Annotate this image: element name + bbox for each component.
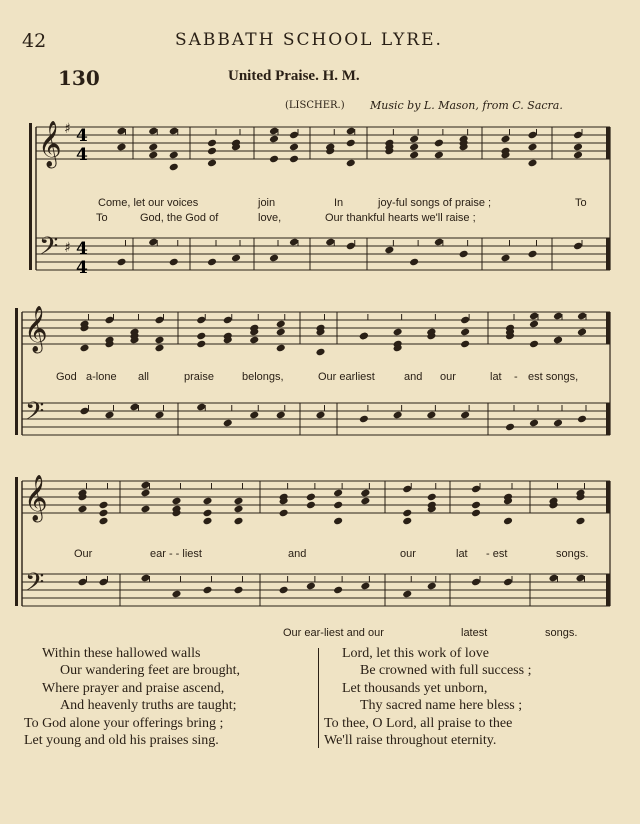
system-bracket [15,477,18,606]
note-head [289,155,299,164]
note-head [393,328,403,337]
note-head [471,509,481,518]
tune-name: (LISCHER.) [285,100,345,111]
verse-right-line: To thee, O Lord, all praise to thee [324,715,513,731]
final-double-bar [606,127,610,159]
note-head [333,517,343,526]
note-head [207,159,217,168]
note-head [333,501,343,510]
note-head [359,332,369,341]
lyric-s2-2: all [138,371,150,383]
note-head [233,517,243,526]
lyric-s3-2: and [288,548,307,560]
note-head [279,509,289,518]
lyric-s3-5: - est [486,548,508,560]
note-head [202,517,212,526]
lyric-s2-6: and [404,371,423,383]
note-head [249,411,259,420]
bass-clef-icon: 𝄢 [39,232,59,267]
note-head [98,501,108,510]
system-bracket [29,123,32,270]
note-head [140,489,150,498]
note-head [575,517,585,526]
note-head [500,135,510,144]
note-head [148,151,158,160]
lyric-s3-0: Our [74,548,93,560]
note-head [359,415,369,424]
note-head [77,505,87,514]
note-head [459,250,469,259]
note-head [402,509,412,518]
final-double-bar [606,238,610,270]
lyric-s3-6: songs. [556,548,589,560]
note-head [529,320,539,329]
note-head [196,332,206,341]
note-head [315,411,325,420]
barlines [15,123,610,606]
time-signatures [76,126,88,278]
note-head [140,505,150,514]
note-head [346,159,356,168]
lyric-s1-l1-2: In [334,197,344,209]
lyric-s1-l2-2: love, [258,212,282,224]
treble-clef-icon: 𝄞 [24,475,48,521]
note-head [427,582,437,591]
note-head [460,411,470,420]
note-head [409,143,419,152]
note-head [276,344,286,353]
lyric-s3b-2: songs. [545,627,578,639]
note-head [231,254,241,263]
note-head [427,493,437,502]
time-sig-top-treble: 4 [76,126,88,146]
note-head [202,497,212,506]
note-head [553,336,563,345]
verse-divider [318,648,319,748]
note-head [471,501,481,510]
final-double-bar [606,574,610,606]
verse-right-line: We'll raise throughout eternity. [324,733,497,749]
lyric-s3-4: lat [456,548,468,560]
note-head [202,586,212,595]
lyric-s2-8: lat [490,371,502,383]
final-double-bar [606,312,610,344]
system-bracket [15,308,18,435]
note-head [207,147,217,156]
lyric-s2-3: praise [184,371,214,383]
note-head [402,517,412,526]
note-head [169,151,179,160]
note-head [503,517,513,526]
note-head [276,411,286,420]
note-head [154,344,164,353]
note-head [434,139,444,148]
verse-left-line: And heavenly truths are taught; [60,698,237,714]
final-double-bar [606,481,610,513]
note-head [360,489,370,498]
note-head [333,489,343,498]
verse-right-line: Lord, let this work of love [342,646,489,661]
note-head [148,143,158,152]
note-head [553,419,563,428]
note-head [249,336,259,345]
note-head [289,143,299,152]
note-head [409,135,419,144]
lyric-s1-l1-1: join [258,197,276,209]
note-head [154,411,164,420]
note-head [223,419,233,428]
verse-left-line: To God alone your offerings bring ; [24,715,224,731]
verse-left [24,645,240,749]
bass-clef-icon: 𝄢 [25,397,45,432]
note-head [98,509,108,518]
note-head [393,411,403,420]
note-head [306,493,316,502]
lyric-s2-9: - [514,371,518,383]
verse-left-line: Within these hallowed walls [42,646,201,661]
note-head [402,590,412,599]
lyric-s1-l1-0: Come, let our voices [98,197,199,209]
note-head [505,423,515,432]
note-head [306,501,316,510]
note-head [171,590,181,599]
note-head [409,151,419,160]
note-head [527,159,537,168]
note-head [409,258,419,267]
note-head [346,139,356,148]
verse-right-line: Be crowned with full success ; [360,663,532,679]
note-head [426,411,436,420]
note-head [207,139,217,148]
bass-clef-icon: 𝄢 [25,568,45,603]
note-head [207,258,217,267]
hymn-number: 130 [58,66,100,90]
lyric-s1-l2-3: Our thankful hearts we'll raise ; [325,212,476,224]
note-head [577,415,587,424]
note-head [460,340,470,349]
note-head [116,143,126,152]
verse-left-line: Let young and old his praises sing. [24,733,219,749]
lyric-s2-4: belongs, [242,371,284,383]
note-head [104,411,114,420]
note-head [573,151,583,160]
lyric-s2-0: God [56,371,77,383]
note-head [527,143,537,152]
note-head [333,586,343,595]
time-sig-bottom-bass: 4 [76,258,88,278]
note-head [169,163,179,172]
note-head [276,320,286,329]
note-head [233,505,243,514]
note-head [527,250,537,259]
note-head [233,586,243,595]
lyric-s3-1: ear - - liest [150,548,202,560]
note-head [276,328,286,337]
note-head [315,348,325,357]
lyric-s1-l1-3: joy-ful songs of praise ; [378,197,492,209]
lyric-s1-l2-1: God, the God of [140,212,219,224]
note-head [79,344,89,353]
sharp-icon: ♯ [64,121,71,137]
note-head [529,340,539,349]
page-number: 42 [22,30,47,52]
note-head [360,497,370,506]
lyric-s2-7: our [440,371,456,383]
note-head [269,135,279,144]
lyric-s2-5: Our earliest [318,371,375,383]
verse-left-line: Our wandering feet are brought, [60,663,240,679]
lyric-s2-10: est songs, [528,371,579,383]
verse-right-line: Let thousands yet unborn, [342,680,488,696]
note-head [269,155,279,164]
note-head [460,328,470,337]
note-head [306,582,316,591]
time-sig-top-bass: 4 [76,239,88,259]
lyric-s3b-1: latest [461,627,488,639]
final-double-bar [606,403,610,435]
time-sig-bottom-treble: 4 [76,145,88,165]
note-head [500,254,510,263]
treble-clef-icon: 𝄞 [38,121,62,167]
note-head [98,517,108,526]
lyric-s2-1: a-lone [86,371,117,383]
hymn-title: United Praise. H. M. [228,68,360,84]
treble-clef-icon: 𝄞 [24,306,48,352]
note-head [171,497,181,506]
note-head [233,497,243,506]
composer-credit: Music by L. Mason, from C. Sacra. [370,99,563,112]
verse-right-line: Thy sacred name here bless ; [360,698,523,714]
verse-left-line: Where prayer and praise ascend, [42,680,225,696]
note-head [269,254,279,263]
note-head [573,143,583,152]
note-head [279,586,289,595]
note-head [384,246,394,255]
note-head [154,336,164,345]
note-head [360,582,370,591]
running-title: SABBATH SCHOOL LYRE. [175,30,443,50]
note-head [202,509,212,518]
note-head [529,419,539,428]
lyric-s3-3: our [400,548,416,560]
note-head [169,258,179,267]
note-head [116,258,126,267]
lyric-s3b-0: Our ear-liest and our [283,627,384,639]
lyric-s1-l2-0: To [96,212,108,224]
lyric-s1-l1-4: To [575,197,587,209]
note-head [577,328,587,337]
note-head [196,340,206,349]
verse-right [324,645,531,749]
note-head [434,151,444,160]
sharp-icon: ♯ [64,240,71,256]
